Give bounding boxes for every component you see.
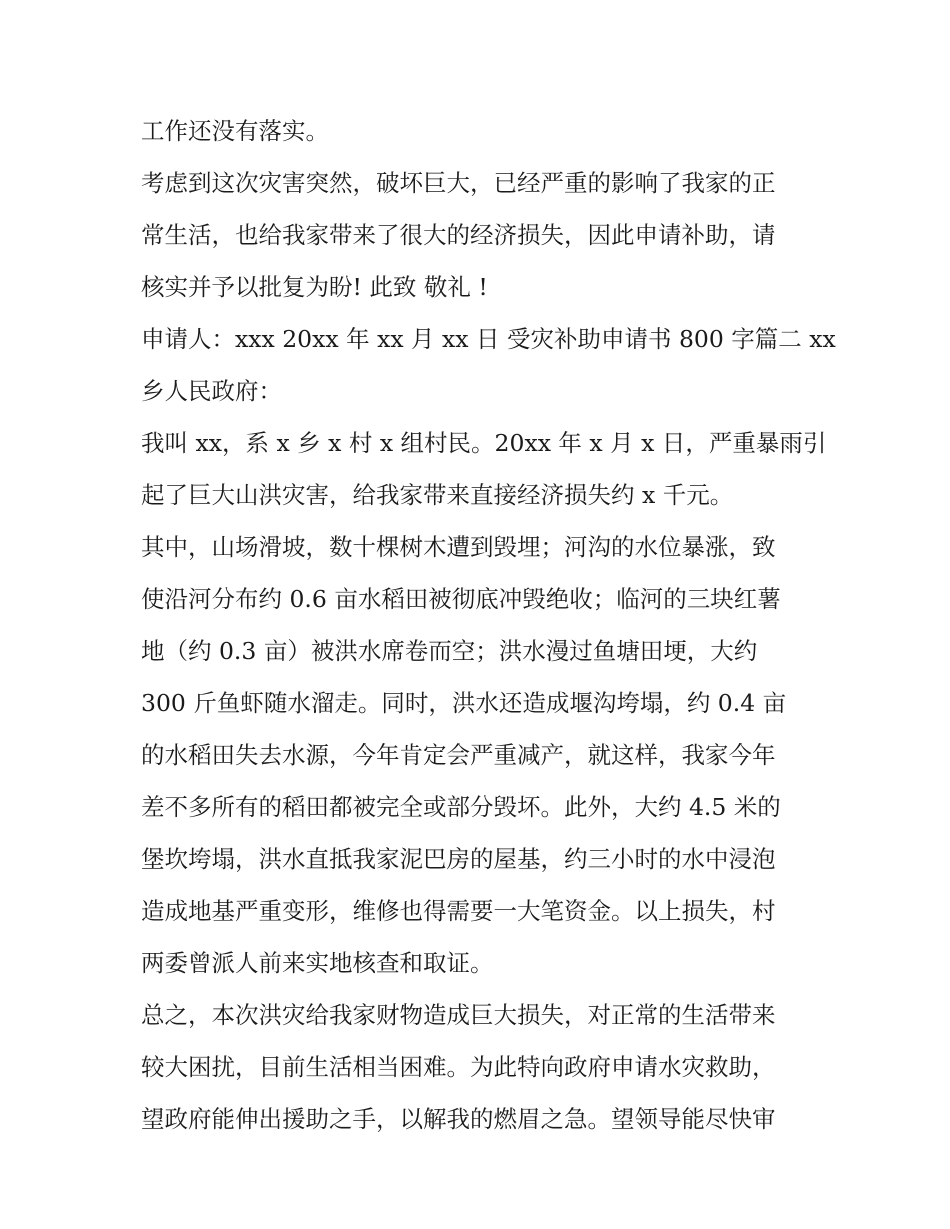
text-line: 申请人：xxx 20xx 年 xx 月 xx 日 受灾补助申请书 800 字篇二 xx — [141, 325, 836, 353]
text-line: 地（约 0.3 亩）被洪水席卷而空；洪水漫过鱼塘田埂，大约 — [141, 637, 758, 665]
text-line: 较大困扰，目前生活相当困难。为此特向政府申请水灾救助， — [141, 1053, 776, 1081]
text-line: 造成地基严重变形，维修也得需要一大笔资金。以上损失，村 — [141, 897, 776, 925]
text-line: 我叫 xx，系 x 乡 x 村 x 组村民。20xx 年 x 月 x 日，严重暴雨引 — [141, 429, 827, 457]
text-line: 工作还没有落实。 — [141, 117, 329, 145]
text-line: 差不多所有的稻田都被完全或部分毁坏。此外，大约 4.5 米的 — [141, 793, 781, 821]
text-line: 总之，本次洪灾给我家财物造成巨大损失，对正常的生活带来 — [141, 1001, 776, 1029]
text-line: 乡人民政府： — [141, 377, 282, 405]
text-line: 起了巨大山洪灾害，给我家带来直接经济损失约 x 千元。 — [141, 481, 734, 509]
text-line: 其中，山场滑坡，数十棵树木遭到毁埋；河沟的水位暴涨，致 — [141, 533, 776, 561]
text-line: 核实并予以批复为盼! 此致 敬礼 ! — [141, 273, 488, 301]
text-line: 使沿河分布约 0.6 亩水稻田被彻底冲毁绝收；临河的三块红薯 — [141, 585, 781, 613]
text-line: 堡坎垮塌，洪水直抵我家泥巴房的屋基，约三小时的水中浸泡 — [141, 845, 776, 873]
text-line: 两委曾派人前来实地核查和取证。 — [141, 949, 494, 977]
text-line: 300 斤鱼虾随水溜走。同时，洪水还造成堰沟垮塌，约 0.4 亩 — [141, 689, 787, 717]
text-line: 考虑到这次灾害突然，破坏巨大，已经严重的影响了我家的正 — [141, 169, 776, 197]
text-line: 的水稻田失去水源，今年肯定会严重减产，就这样，我家今年 — [141, 741, 776, 769]
text-line: 望政府能伸出援助之手，以解我的燃眉之急。望领导能尽快审 — [141, 1105, 776, 1133]
text-line: 常生活，也给我家带来了很大的经济损失，因此申请补助，请 — [141, 221, 776, 249]
